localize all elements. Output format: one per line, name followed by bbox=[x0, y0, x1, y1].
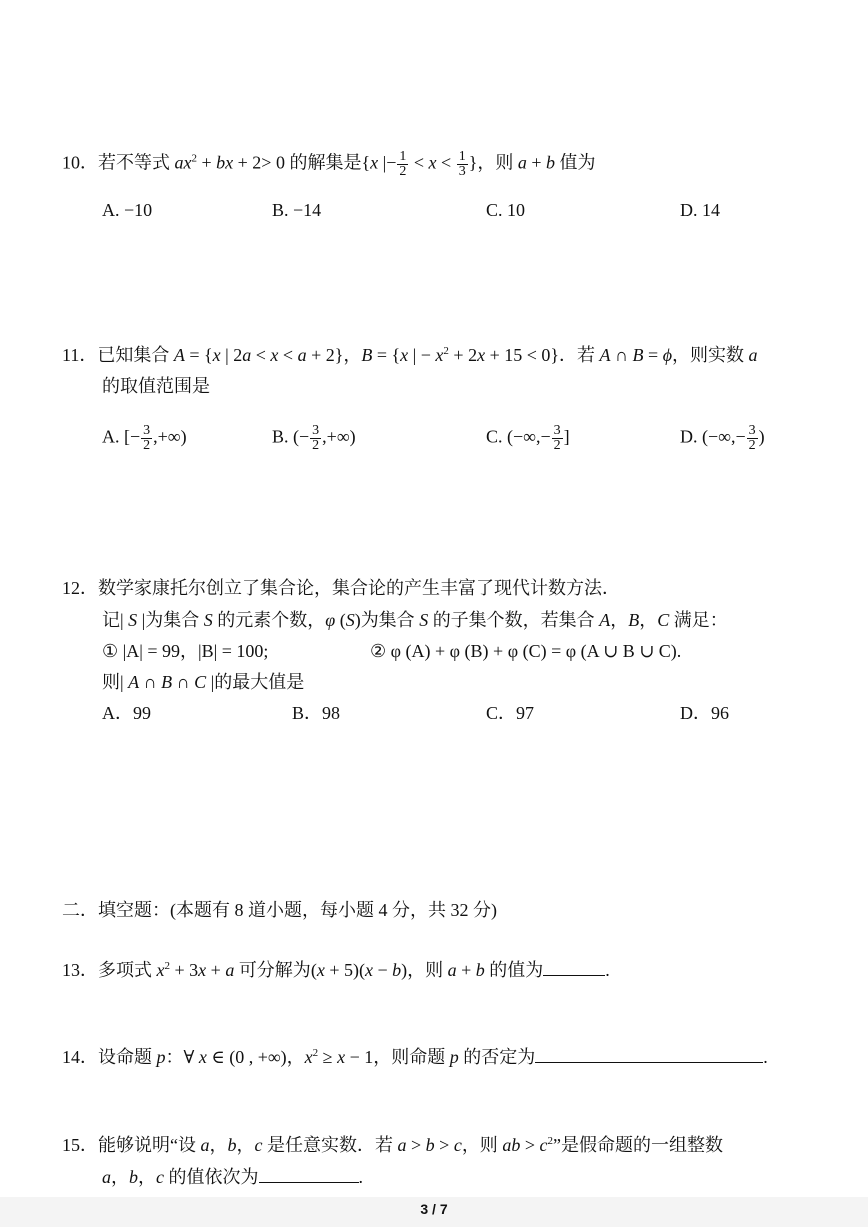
question-15-stem-line2: a，b，c 的值依次为 . bbox=[102, 1164, 363, 1189]
option-c: C．97 bbox=[486, 703, 535, 723]
condition-1: ① |A| = 99，|B| = 100; bbox=[102, 641, 269, 661]
page-footer bbox=[0, 1197, 868, 1227]
question-12-stem: 12．数学家康托尔创立了集合论，集合论的产生丰富了现代计数方法． bbox=[62, 578, 620, 598]
option-b: B．98 bbox=[292, 703, 341, 723]
question-number: 11． bbox=[62, 345, 98, 365]
question-14-stem: 14．设命题 p：∀ x ∈ (0 , +∞)，$x^2 \ge x - 1$，则命题 p 的否定为 . bbox=[62, 1044, 768, 1069]
option-a: A. [− $\frac{3}{2}$ ,+∞) bbox=[102, 423, 187, 453]
option-d: D. 14 bbox=[680, 200, 720, 220]
option-c: C. (−∞,− $\frac{3}{2}$ ] bbox=[486, 423, 570, 453]
option-b: B. (− $\frac{3}{2}$ ,+∞) bbox=[272, 423, 356, 453]
question-number: 13． bbox=[62, 960, 98, 980]
question-12-ask: 则| A ∩ B ∩ C |的最大值是 bbox=[102, 672, 305, 692]
question-11-stem: 11．已知集合 A = {x | 2a < x < a + 2}，B = {x | − $x^2 + 2x + 15 < 0$}．若 A ∩ B = ϕ，则实数 a bbox=[62, 345, 758, 365]
option-d: D. (−∞,− $\frac{3}{2}$ ) bbox=[680, 423, 765, 453]
page-number: 3 / 7 bbox=[420, 1201, 448, 1217]
answer-blank[interactable] bbox=[543, 957, 605, 976]
question-15-stem: 15．能够说明“设 a，b，c 是任意实数．若 a > b > c，则 ab > $c^2$”是假命题的一组整数 bbox=[62, 1135, 723, 1155]
option-a: A．99 bbox=[102, 703, 151, 723]
question-12-definition: 记| S |为集合 S 的元素个数，φ (S)为集合 S 的子集个数，若集合 A，B，C 满足： bbox=[102, 610, 728, 630]
condition-2: ② φ (A) + φ (B) + φ (C) = φ (A ∪ B ∪ C). bbox=[370, 641, 682, 661]
option-a: A. −10 bbox=[102, 200, 153, 220]
question-13-stem: 13．多项式 $x^2 + 3x + a$ 可分解为(x + 5)(x − b)，则 a + b 的值为 . bbox=[62, 957, 610, 982]
question-number: 10． bbox=[62, 152, 98, 173]
option-d: D．96 bbox=[680, 703, 729, 723]
question-10-stem: 10．若不等式 $ax^2$ + bx + 2> 0 的解集是{x |− $\frac{1}{2}$ < x < $\frac{1}{3}$ }，则 a + b 值为 bbox=[62, 149, 596, 179]
answer-blank[interactable] bbox=[535, 1044, 763, 1063]
option-c: C. 10 bbox=[486, 200, 526, 220]
answer-blank[interactable] bbox=[259, 1164, 359, 1183]
question-11-stem-line2: 的取值范围是 bbox=[102, 376, 210, 396]
section-heading: 二．填空题：(本题有 8 道小题，每小题 4 分，共 32 分) bbox=[62, 900, 497, 920]
question-number: 14． bbox=[62, 1047, 98, 1067]
question-number: 15． bbox=[62, 1135, 98, 1155]
question-number: 12． bbox=[62, 578, 98, 598]
option-b: B. −14 bbox=[272, 200, 322, 220]
